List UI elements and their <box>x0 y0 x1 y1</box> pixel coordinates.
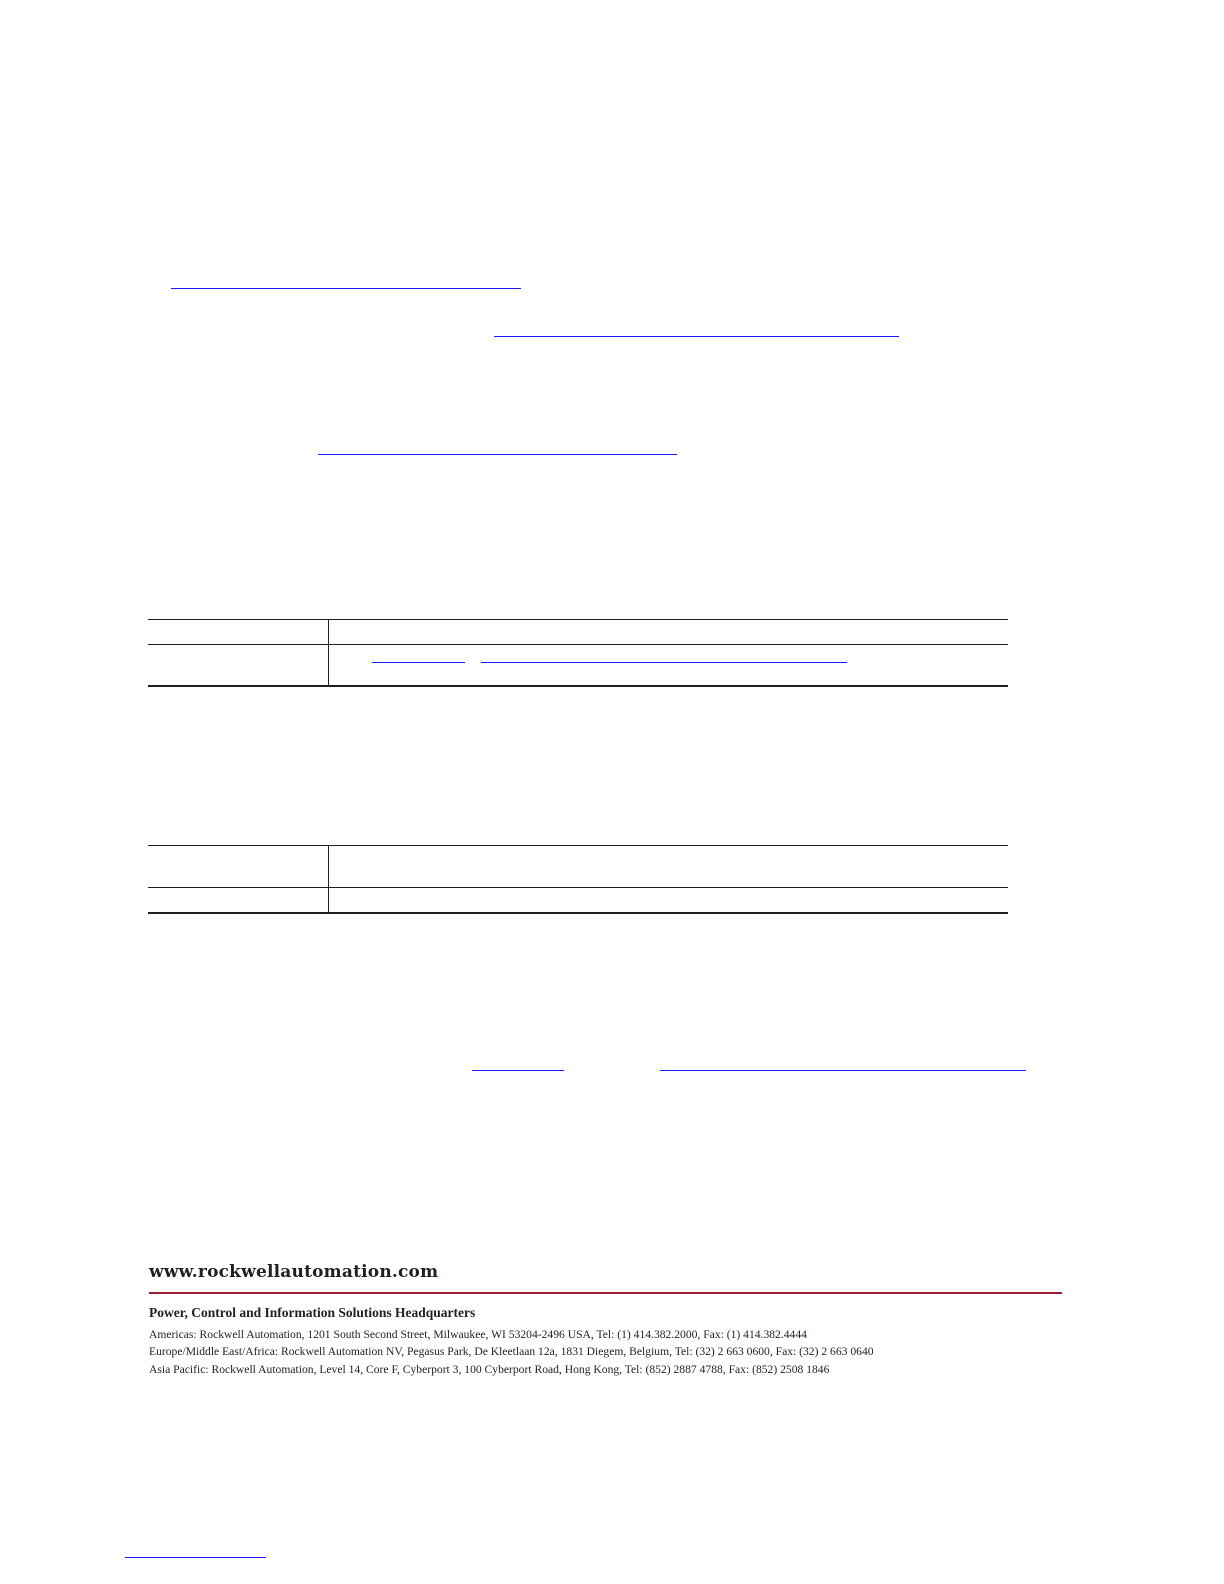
table-1-header-rule <box>148 644 1008 645</box>
table-1-bottom-rule <box>148 685 1008 687</box>
table-1-link-2[interactable] <box>481 662 847 663</box>
address-asia-pacific: Asia Pacific: Rockwell Automation, Level 14, Core F, Cyberport 3, 100 Cyberport Road, Hong Kong, Tel: (852) 2887 4788, Fax: (852) 2508 1846 <box>149 1363 830 1376</box>
footer-website[interactable]: www.rockwellautomation.com <box>149 1262 439 1282</box>
table-2-bottom-rule <box>148 912 1008 914</box>
table-2-column-divider <box>328 845 329 913</box>
hyperlink-2[interactable] <box>494 336 899 337</box>
hyperlink-6[interactable] <box>125 1557 266 1558</box>
address-emea: Europe/Middle East/Africa: Rockwell Automation NV, Pegasus Park, De Kleetlaan 12a, 1831 Diegem, Belgium, Tel: (32) 2 663 0600, Fax: (32) 2 663 0640 <box>149 1345 874 1358</box>
table-1-top-rule <box>148 619 1008 620</box>
hyperlink-4[interactable] <box>472 1070 564 1071</box>
hyperlink-3[interactable] <box>318 454 677 455</box>
table-1-link-1[interactable] <box>372 662 465 663</box>
table-2-top-rule <box>148 845 1008 846</box>
footer-divider <box>149 1292 1062 1294</box>
hyperlink-5[interactable] <box>660 1070 1026 1071</box>
table-2-header-rule <box>148 887 1008 888</box>
table-1-column-divider <box>328 619 329 686</box>
headquarters-title: Power, Control and Information Solutions Headquarters <box>149 1305 476 1320</box>
address-americas: Americas: Rockwell Automation, 1201 South Second Street, Milwaukee, WI 53204-2496 USA, Tel: (1) 414.382.2000, Fax: (1) 414.382.4444 <box>149 1328 807 1341</box>
hyperlink-1[interactable] <box>171 288 521 289</box>
